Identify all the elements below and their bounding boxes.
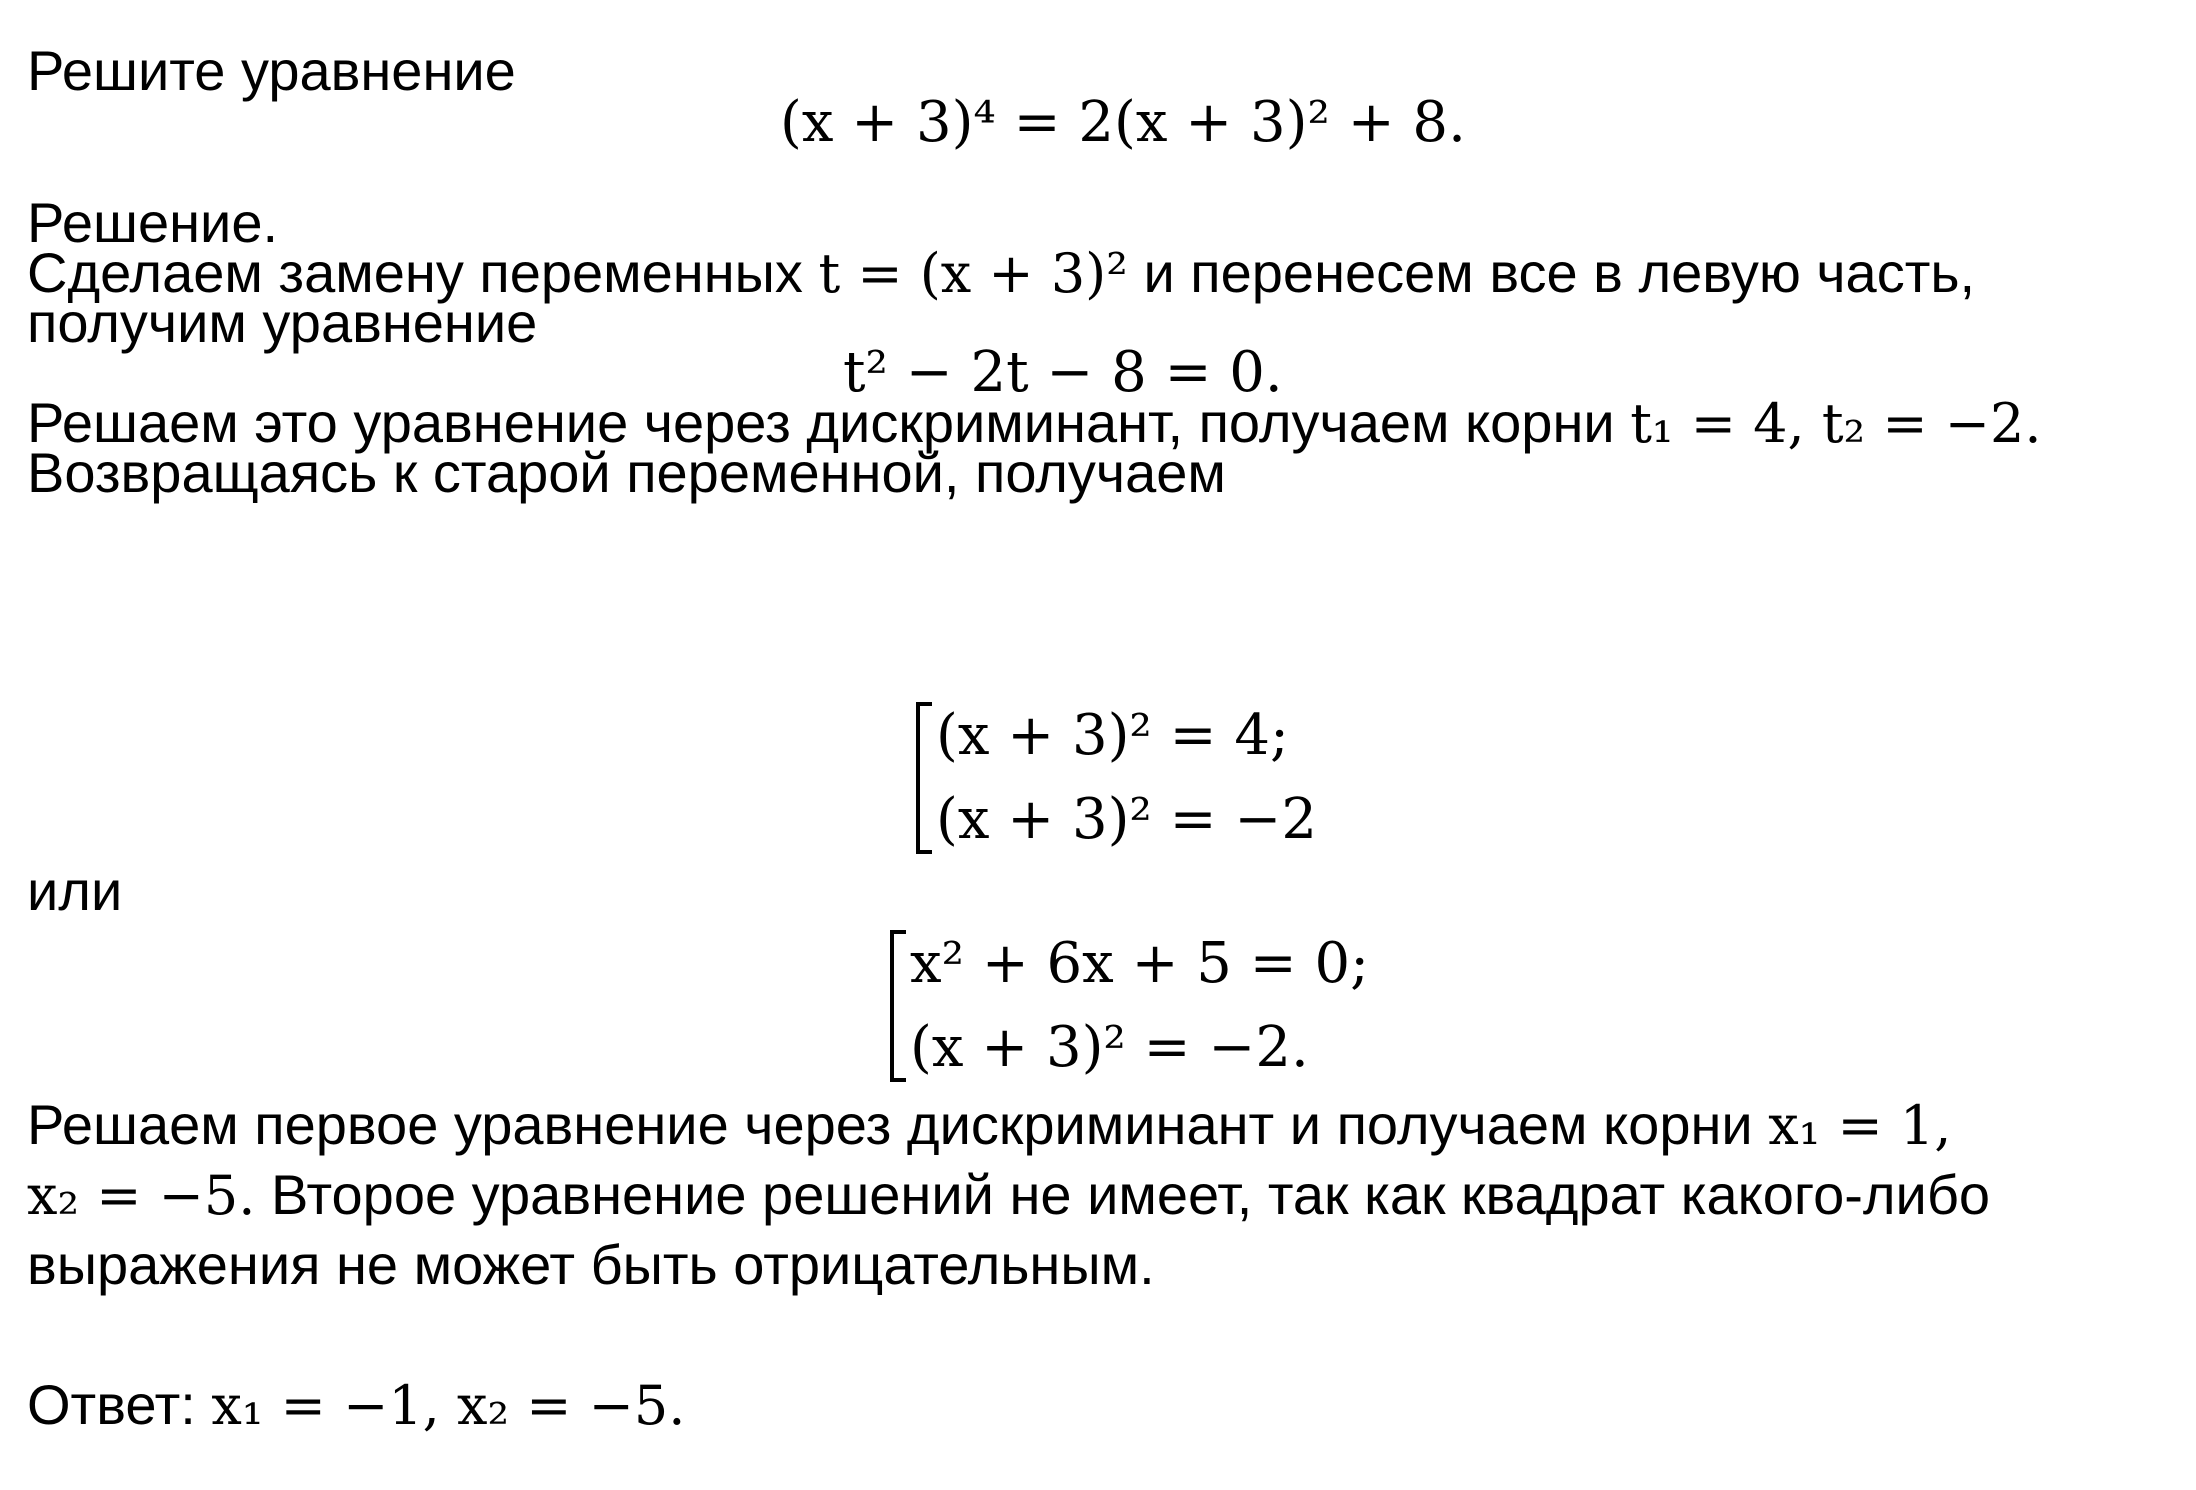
system-2-row-2: (x + 3)² = −2. bbox=[910, 1015, 1309, 1080]
answer-label: Ответ: bbox=[27, 1373, 196, 1436]
substitution-text-before: Сделаем замену переменных bbox=[27, 241, 803, 304]
problem-heading: Решите уравнение bbox=[27, 39, 516, 102]
or-word: или bbox=[27, 859, 123, 922]
answer-line bbox=[27, 1370, 685, 1441]
problem-equation: (x + 3)⁴ = 2(x + 3)² + 8. bbox=[780, 90, 1466, 155]
second-equation-text: Второе уравнение решений не имеет, так как квадрат какого-либо bbox=[271, 1163, 1991, 1226]
substitution-text-after: и перенесем все в левую часть, bbox=[1143, 241, 1976, 304]
equation-system-2 bbox=[890, 922, 1370, 1090]
system-1-row-1: (x + 3)² = 4; bbox=[936, 703, 1289, 768]
square-bracket-2 bbox=[890, 930, 906, 1082]
second-equation-line bbox=[27, 1160, 1990, 1231]
x1-root: x₁ = 1, bbox=[1768, 1094, 1952, 1157]
quadratic-equation: t² − 2t − 8 = 0. bbox=[843, 340, 1283, 405]
back-substitution-text: Возвращаясь к старой переменной, получаем bbox=[27, 441, 1226, 504]
substitution-formula: t = (x + 3)² bbox=[818, 242, 1128, 305]
first-equation-line bbox=[27, 1090, 1951, 1161]
t-roots: t₁ = 4, t₂ = −2. bbox=[1630, 392, 2042, 455]
answer-value: x₁ = −1, x₂ = −5. bbox=[211, 1374, 686, 1437]
second-equation-text-2: выражения не может быть отрицательным. bbox=[27, 1233, 1155, 1296]
result-line: получим уравнение bbox=[27, 291, 538, 354]
discriminant-text: Решаем это уравнение через дискриминант, получаем корни bbox=[27, 391, 1615, 454]
solution-label: Решение. bbox=[27, 191, 279, 254]
equation-system-1 bbox=[916, 694, 1336, 862]
system-2-row-1: x² + 6x + 5 = 0; bbox=[910, 931, 1369, 996]
square-bracket-1 bbox=[916, 702, 932, 854]
first-equation-text: Решаем первое уравнение через дискриминант и получаем корни bbox=[27, 1093, 1753, 1156]
x2-root: x₂ = −5. bbox=[27, 1164, 256, 1227]
system-1-row-2: (x + 3)² = −2 bbox=[936, 787, 1317, 852]
